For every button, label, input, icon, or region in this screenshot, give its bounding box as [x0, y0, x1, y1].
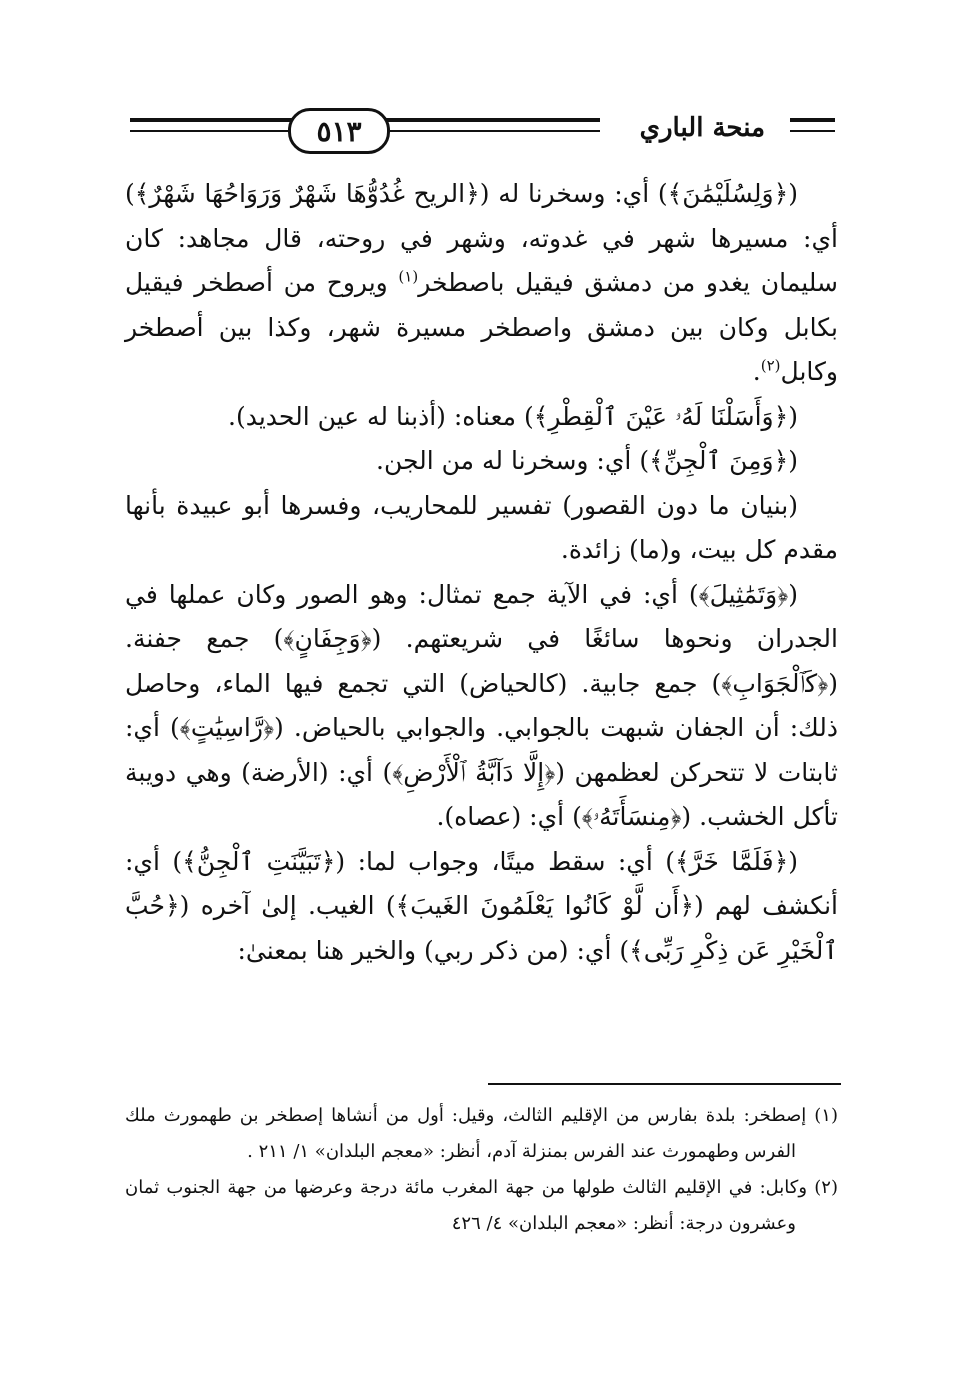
- footnotes: [125, 1098, 838, 1242]
- header-rule-right-top: [790, 118, 835, 122]
- paragraph-1-text: (﴿وَلِسُلَيْمَٰنَ﴾) أي: وسخرنا له (﴿الريح غُدُوُّهَا شَهْرٌ وَرَوَاحُهَا شَهْرٌ﴾) أي: مسيرها شهر في غدوته، وشهر في روحته، قال مجاهد: كان سليمان يغدو من دمشق فيقيل باصطخر: [125, 179, 838, 297]
- header-rule-right-bottom: [790, 130, 835, 132]
- page-header: [120, 96, 835, 160]
- paragraph-2: (﴿وَأَسَلْنَا لَهُۥ عَيْنَ ٱلْقِطْرِ﴾) معناه: (أذبنا له عين الحديد).: [228, 401, 798, 431]
- paragraph-1-text-c: .: [752, 357, 761, 386]
- paragraph-4: (بنيان ما دون القصور) تفسير للمحاريب، وفسرها أبو عبيدة بأنها مقدم كل بيت، و(ما) زائدة.: [125, 490, 838, 564]
- paragraph-5: (﴿وَتَمَٰثِيلَ﴾) أي: في الآية جمع تمثال: وهو الصور وكان عملها في الجدران ونحوها سائغًا في شريعتهم. (﴿وَجِفَانٍ﴾) جمع جفنة. (﴿كَٱلْجَوَابِ﴾) جمع جابية. (كالحياض) التي تجمع فيها الماء، وحاصل ذلك: أن الجفان شبهت بالجوابي. والجوابي بالحياض. (﴿رَّاسِيَٰتٍ﴾) أي: ثابتات لا تتحركن لعظمهن (﴿إِلَّا دَآبَّةُ ٱلْأَرْضِ﴾) أي: (الأرضة) وهي دويبة تأكل الخشب. (﴿مِنسَأَتَهُۥ﴾) أي: (عصاه).: [125, 579, 838, 831]
- footnote-1: (١) إصطخر: بلدة بفارس من الإقليم الثالث، وقيل: أول من أنشاها إصطخر بن طهمورث ملك الفرس وطهمورث عند الفرس بمنزلة آدم، أنظر: «معجم البلدان» ١/ ٢١١ .: [125, 1105, 838, 1162]
- running-title: منحة الباري: [639, 113, 765, 143]
- footnote-ref-1[interactable]: (١): [398, 267, 419, 286]
- paragraph-3: (﴿وَمِنَ ٱلْجِنِّ﴾) أي: وسخرنا له من الجن.: [376, 446, 798, 475]
- paragraph-6: (﴿فَلَمَّا خَرَّ﴾) أي: سقط ميتًا، وجواب لما: (﴿تَبَيَّنَتِ ٱلْجِنُّ﴾) أي: أنكشف لهم (﴿أَن لَّوْ كَانُوا يَعْلَمُونَ الغَيبَ﴾) الغيب. إلىٰ آخره (﴿حُبَّ ٱلْخَيْرِ عَن ذِكْرِ رَبِّى﴾) أي: (من ذكر ربي) والخير هنا بمعنىٰ:: [125, 846, 838, 965]
- paragraph-1-text-b: ويروح من أصطخر فيقيل بكابل وكان بين دمشق واصطخر مسيرة شهر، وكذا بين أصطخر وكابل: [125, 268, 838, 386]
- footnote-2: (٢) وكابل: في الإقليم الثالث طولها من جهة المغرب مائة درجة وعرضها من جهة الجنوب ثمان وعشرون درجة: أنظر: «معجم البلدان» ٤/ ٤٢٦: [125, 1177, 838, 1234]
- page-number: ٥١٣: [316, 114, 362, 148]
- paragraph-1: [125, 172, 838, 395]
- main-text: [125, 172, 838, 973]
- footnote-separator: [488, 1083, 841, 1085]
- page-number-badge: [288, 108, 390, 154]
- footnote-ref-2[interactable]: (٢): [760, 356, 781, 375]
